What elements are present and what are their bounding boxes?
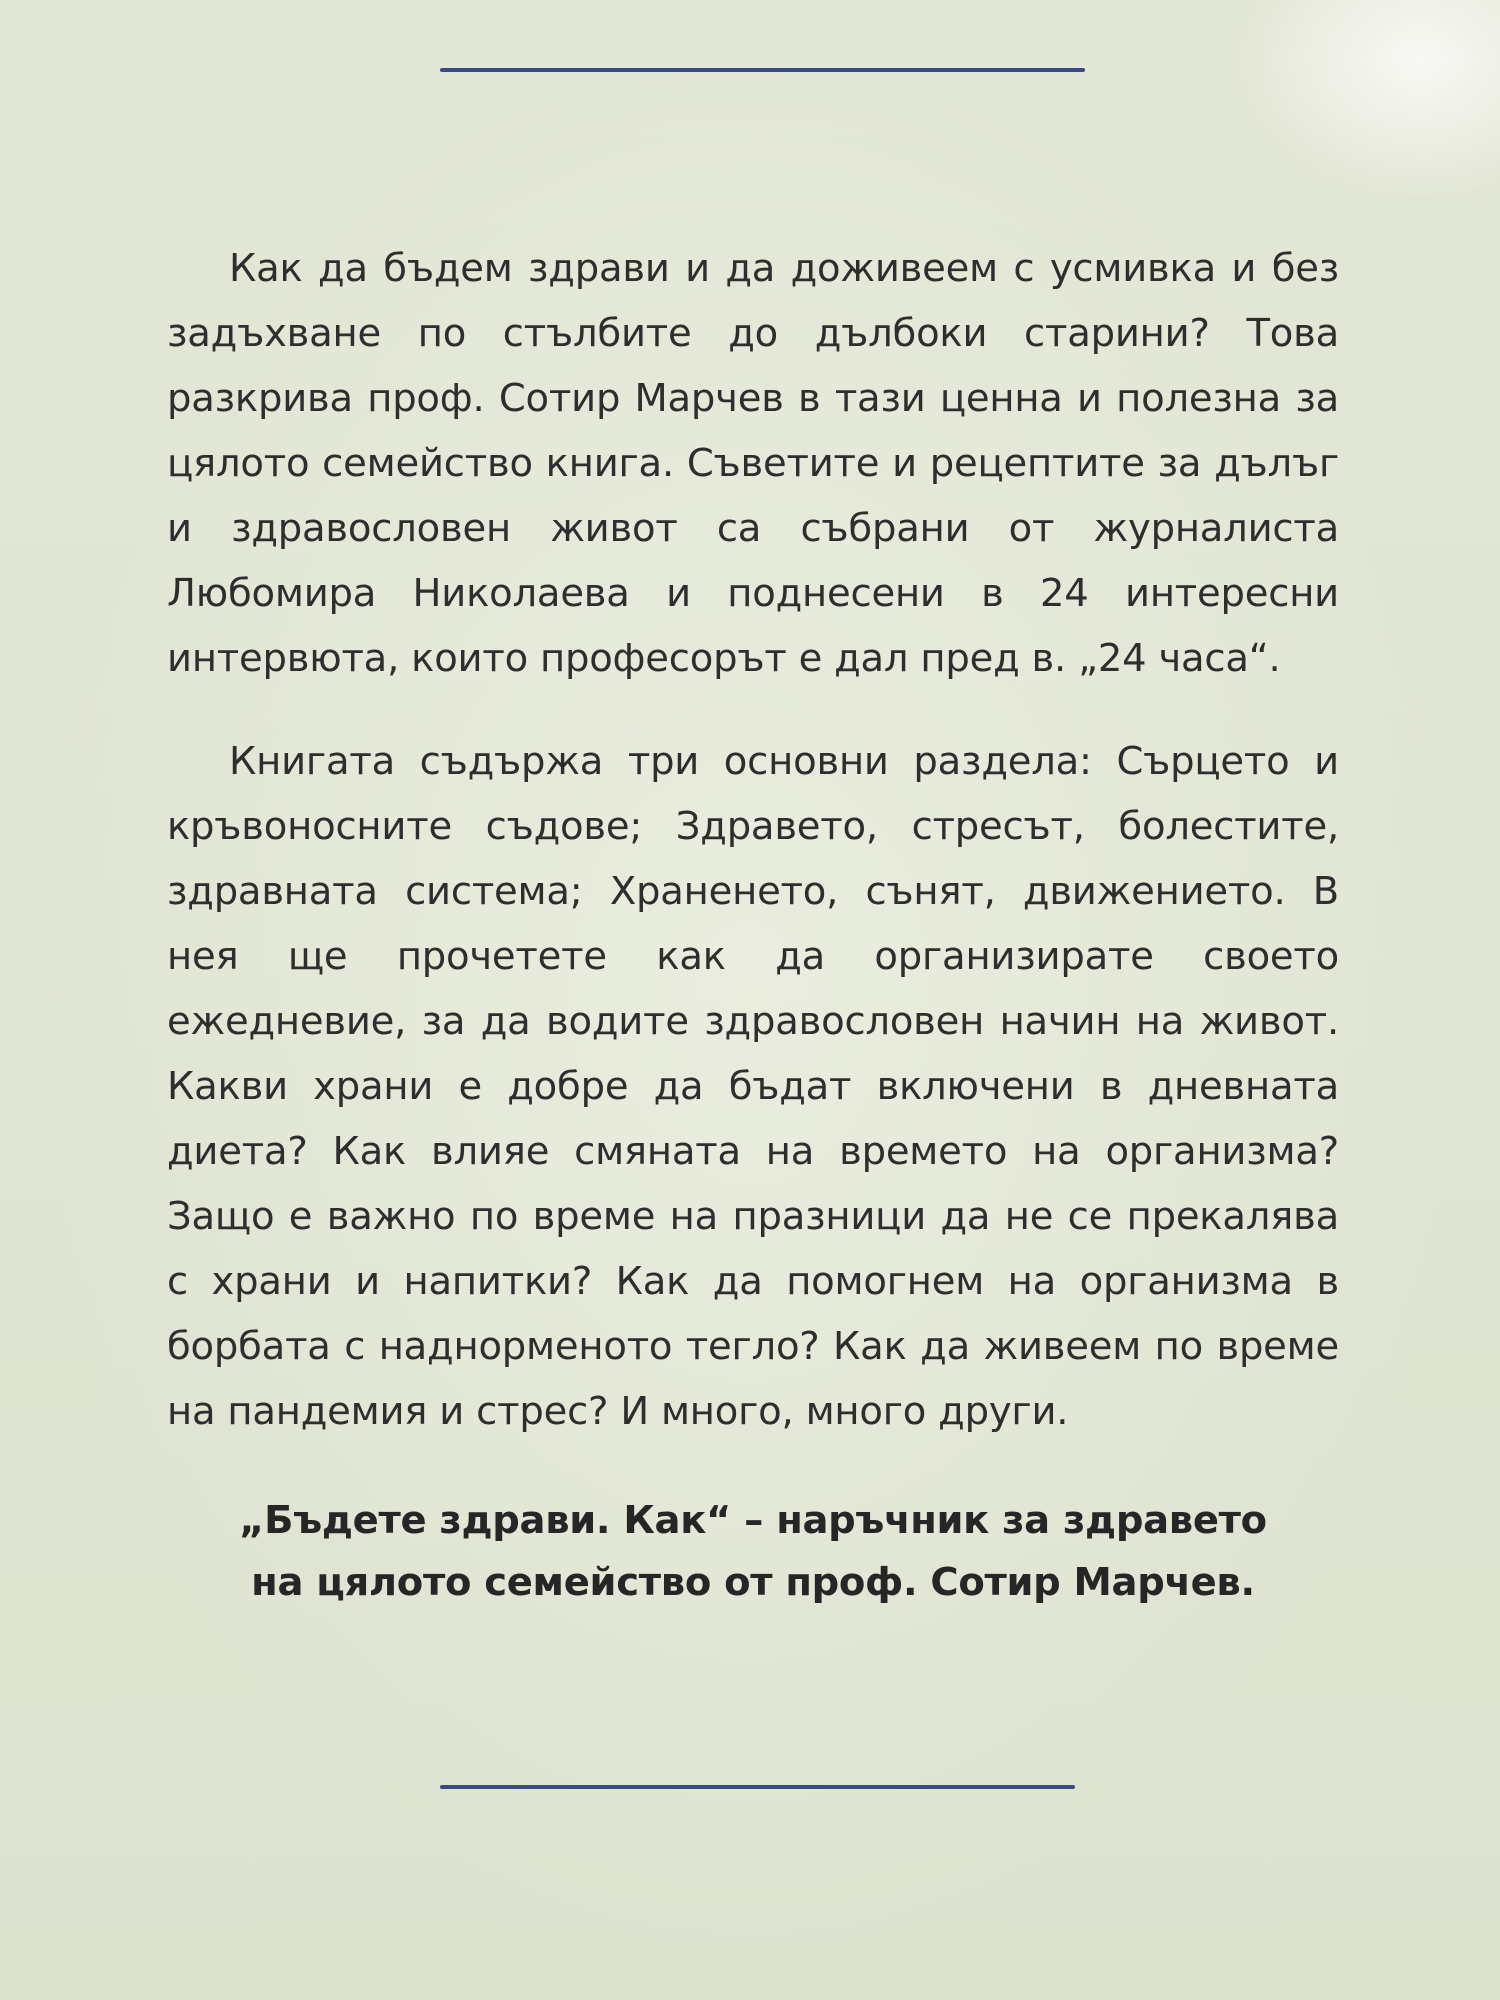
tagline-line-1: „Бъдете здрави. Как“ – наръчник за здравето xyxy=(239,1498,1267,1543)
book-tagline xyxy=(167,1490,1339,1614)
top-divider-line xyxy=(440,68,1085,72)
intro-paragraph: Как да бъдем здрави и да доживеем с усмивка и без задъхване по стълбите до дълбоки старини? Това разкрива проф. Сотир Марчев в тази ценна и полезна за цялото семейство книга. Съветите и рецептите за дълъг и здравословен живот са събрани от журналиста Любомира Николаева и поднесени в 24 интересни интервюта, които професорът е дал пред в. „24 часа“. xyxy=(167,246,1339,681)
bottom-divider-line xyxy=(440,1785,1075,1789)
contents-paragraph: Книгата съдържа три основни раздела: Сърцето и кръвоносните съдове; Здравето, стресът, болестите, здравната система; Храненето, сънят, движението. В нея ще прочетете как да организирате своето ежедневие, за да водите здравословен начин на живот. Какви храни е добре да бъдат включени в дневната диета? Как влияе смяната на времето на организма? Защо е важно по време на празници да не се прекалява с храни и напитки? Как да помогнем на организма в борбата с наднорменото тегло? Как да живеем по време на пандемия и стрес? И много, много други. xyxy=(167,739,1339,1434)
back-cover-description xyxy=(167,236,1339,1444)
tagline-line-2: на цялото семейство от проф. Сотир Марчев. xyxy=(251,1560,1255,1605)
